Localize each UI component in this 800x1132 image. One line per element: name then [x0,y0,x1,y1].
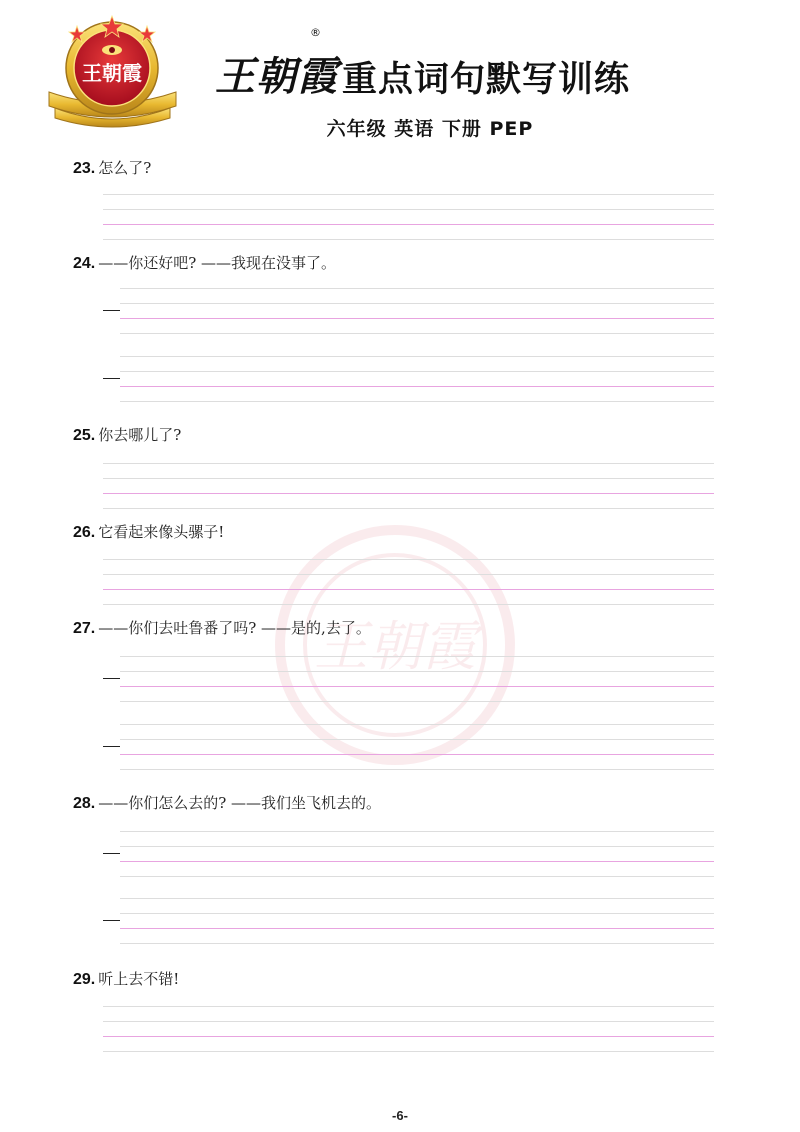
answer-dash [103,920,120,921]
brand-logo [45,14,180,132]
question-number: 29. [73,971,96,988]
writing-lines[interactable] [103,1006,714,1052]
writing-lines[interactable] [103,559,714,605]
question-prompt: ——你们怎么去的? ——我们坐飞机去的。 [98,794,382,812]
brand-title [215,42,635,102]
writing-lines[interactable] [120,656,714,702]
question-28 [73,792,381,813]
brand-name: 王朝霞 [215,53,338,100]
question-26 [73,521,224,542]
writing-lines[interactable] [120,288,714,334]
writing-lines[interactable] [103,463,714,509]
answer-dash [103,310,120,311]
question-number: 28. [73,795,96,812]
writing-lines[interactable] [120,724,714,770]
question-number: 23. [73,160,96,177]
registered-mark: ® [310,26,321,39]
question-24 [73,252,336,273]
answer-dash [103,678,120,679]
question-27 [73,617,371,638]
question-prompt: ——你们去吐鲁番了吗? ——是的,去了。 [98,619,371,637]
writing-lines[interactable] [120,831,714,877]
page-number: -6- [392,1108,408,1123]
question-number: 26. [73,524,96,541]
question-prompt: 怎么了? [98,159,152,177]
question-23 [73,157,151,178]
question-prompt: ——你还好吧? ——我现在没事了。 [98,254,337,272]
question-number: 25. [73,427,96,444]
logo-text: 王朝霞 [82,61,142,85]
writing-lines[interactable] [120,356,714,402]
writing-lines[interactable] [120,898,714,944]
question-number: 24. [73,255,96,272]
question-prompt: 你去哪儿了? [98,426,182,444]
question-25 [73,424,181,445]
brand-slogan: 重点词句默写训练 [342,60,631,100]
question-number: 27. [73,620,96,637]
answer-dash [103,853,120,854]
svg-text:王朝霞: 王朝霞 [314,615,476,678]
answer-dash [103,746,120,747]
page-subtitle: 六年级 英语 下册 PEP [326,118,534,140]
question-29 [73,968,179,989]
writing-lines[interactable] [103,194,714,240]
answer-dash [103,378,120,379]
question-prompt: 听上去不错! [98,970,180,988]
question-prompt: 它看起来像头骡子! [98,523,225,541]
